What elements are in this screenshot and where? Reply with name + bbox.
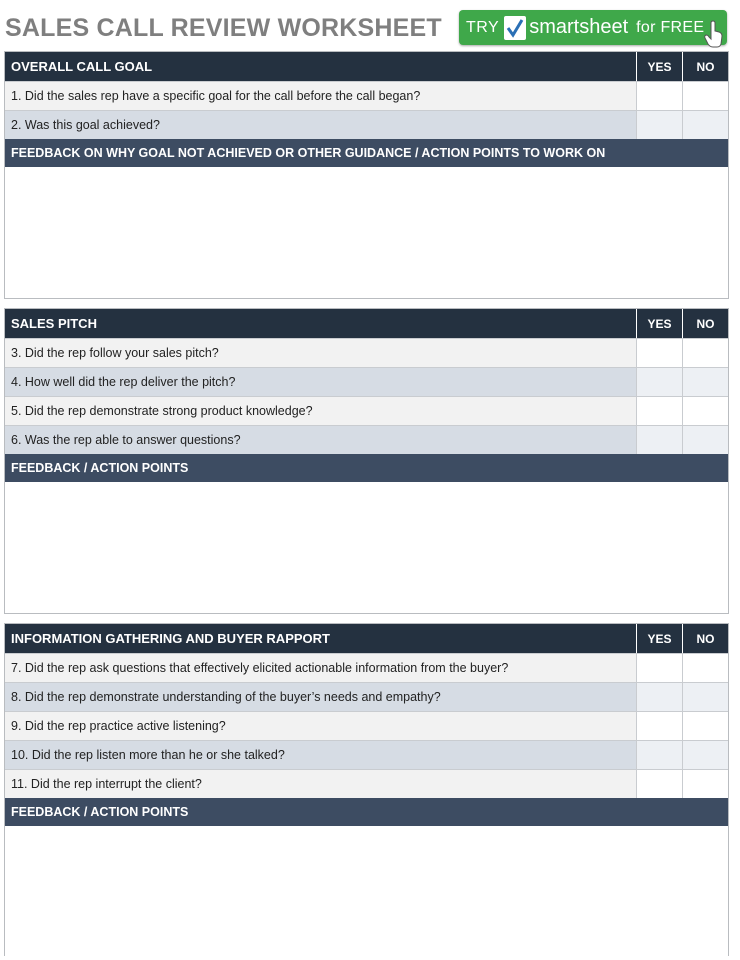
yes-cell[interactable]: [636, 683, 682, 711]
yes-cell[interactable]: [636, 654, 682, 682]
no-cell[interactable]: [682, 82, 728, 110]
question-text: 3. Did the rep follow your sales pitch?: [5, 339, 636, 367]
question-text: 10. Did the rep listen more than he or she talked?: [5, 741, 636, 769]
section-sales-pitch: [4, 308, 729, 614]
yes-column-header: YES: [636, 52, 682, 81]
feedback-header: FEEDBACK / ACTION POINTS: [5, 454, 728, 482]
no-cell[interactable]: [682, 111, 728, 139]
section-heading: INFORMATION GATHERING AND BUYER RAPPORT: [11, 631, 330, 646]
section-heading: OVERALL CALL GOAL: [11, 59, 153, 74]
banner-try-text: TRY: [466, 18, 500, 36]
no-cell[interactable]: [682, 770, 728, 798]
question-text: 2. Was this goal achieved?: [5, 111, 636, 139]
yes-cell[interactable]: [636, 741, 682, 769]
yes-cell[interactable]: [636, 397, 682, 425]
yes-column-header: YES: [636, 624, 682, 653]
yes-cell[interactable]: [636, 770, 682, 798]
no-cell[interactable]: [682, 339, 728, 367]
try-smartsheet-banner[interactable]: [459, 10, 727, 45]
page-title: SALES CALL REVIEW WORKSHEET: [5, 14, 442, 42]
question-text: 1. Did the sales rep have a specific goal for the call before the call began?: [5, 82, 636, 110]
question-row: [5, 653, 728, 682]
yes-cell[interactable]: [636, 339, 682, 367]
question-row: [5, 740, 728, 769]
question-row: [5, 110, 728, 139]
no-column-header: NO: [682, 624, 728, 653]
yes-cell[interactable]: [636, 712, 682, 740]
yes-column-header: YES: [636, 309, 682, 338]
question-row: [5, 425, 728, 454]
no-cell[interactable]: [682, 426, 728, 454]
section-header: [5, 309, 728, 338]
section-heading: SALES PITCH: [11, 316, 97, 331]
feedback-area[interactable]: [5, 482, 728, 613]
feedback-header: FEEDBACK / ACTION POINTS: [5, 798, 728, 826]
hand-cursor-icon: [703, 20, 725, 48]
section-information-gathering: [4, 623, 729, 956]
section-header: [5, 52, 728, 81]
question-row: [5, 81, 728, 110]
no-cell[interactable]: [682, 741, 728, 769]
question-row: [5, 367, 728, 396]
no-cell[interactable]: [682, 712, 728, 740]
no-cell[interactable]: [682, 397, 728, 425]
question-text: 6. Was the rep able to answer questions?: [5, 426, 636, 454]
question-text: 9. Did the rep practice active listening?: [5, 712, 636, 740]
question-row: [5, 396, 728, 425]
question-text: 7. Did the rep ask questions that effectively elicited actionable information from the buyer?: [5, 654, 636, 682]
section-header: [5, 624, 728, 653]
question-text: 8. Did the rep demonstrate understanding of the buyer’s needs and empathy?: [5, 683, 636, 711]
feedback-header: FEEDBACK ON WHY GOAL NOT ACHIEVED OR OTHER GUIDANCE / ACTION POINTS TO WORK ON: [5, 139, 728, 167]
banner-free-text: for FREE: [636, 18, 705, 36]
question-row: [5, 338, 728, 367]
checkmark-icon: [504, 16, 526, 40]
no-cell[interactable]: [682, 654, 728, 682]
question-row: [5, 711, 728, 740]
banner-brand: smartsheet: [529, 16, 629, 38]
question-text: 5. Did the rep demonstrate strong product knowledge?: [5, 397, 636, 425]
yes-cell[interactable]: [636, 426, 682, 454]
no-cell[interactable]: [682, 368, 728, 396]
yes-cell[interactable]: [636, 82, 682, 110]
question-text: 11. Did the rep interrupt the client?: [5, 770, 636, 798]
yes-cell[interactable]: [636, 368, 682, 396]
feedback-area[interactable]: [5, 167, 728, 298]
question-row: [5, 769, 728, 798]
no-column-header: NO: [682, 309, 728, 338]
no-column-header: NO: [682, 52, 728, 81]
feedback-area[interactable]: [5, 826, 728, 957]
yes-cell[interactable]: [636, 111, 682, 139]
no-cell[interactable]: [682, 683, 728, 711]
question-row: [5, 682, 728, 711]
question-text: 4. How well did the rep deliver the pitch?: [5, 368, 636, 396]
section-overall-call-goal: [4, 51, 729, 299]
